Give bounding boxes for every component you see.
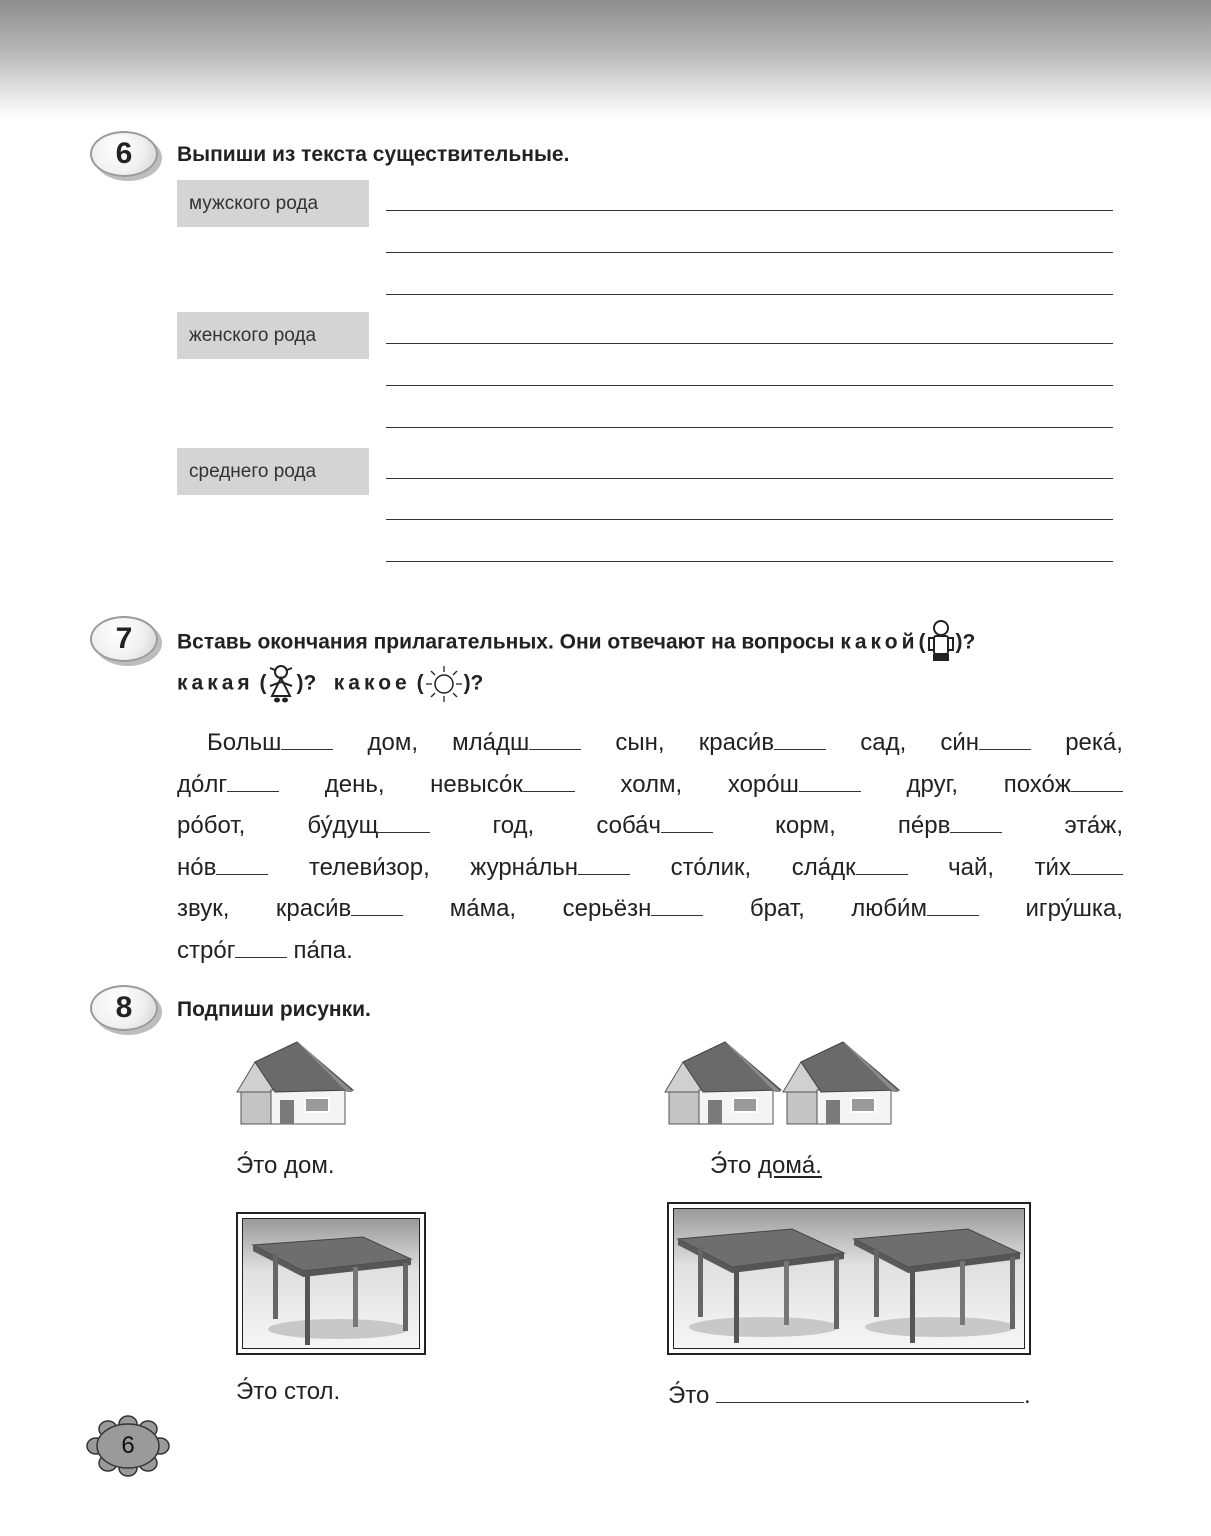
ending-blank[interactable] (529, 729, 581, 750)
answer-blank[interactable] (716, 1378, 1024, 1403)
task-7-paragraph (177, 722, 1123, 971)
house-image (234, 1040, 356, 1126)
question-kakoe: какое (333, 671, 411, 695)
header-band (0, 0, 1211, 118)
sun-icon (424, 664, 464, 704)
ending-blank[interactable] (1071, 854, 1123, 875)
writing-line[interactable] (386, 519, 1113, 520)
task-7-title-line2: какая ( )? какое ( )? (177, 664, 483, 704)
girl-icon (266, 664, 296, 704)
caption-houses: Э́то дома́. (710, 1152, 822, 1179)
ending-blank[interactable] (227, 771, 279, 792)
house-image (780, 1040, 902, 1126)
task-8-number: 8 (90, 985, 158, 1031)
paragraph-line: звук, краси́в ма́ма, серьёзн брат, люби́м игру́шка, (177, 895, 1123, 922)
ending-blank[interactable] (979, 729, 1031, 750)
writing-line[interactable] (386, 478, 1113, 479)
caption-tables: Э́то . (668, 1378, 1031, 1410)
label-masculine: мужского рода (177, 180, 369, 227)
writing-line[interactable] (386, 343, 1113, 344)
task-6-title: Выпиши из текста существительные. (177, 143, 570, 166)
ending-blank[interactable] (378, 812, 430, 833)
writing-line[interactable] (386, 561, 1113, 562)
ending-blank[interactable] (950, 812, 1002, 833)
paragraph-line: но́в телеви́зор, журна́льн сто́лик, сла́дк чай, ти́х (177, 847, 1123, 889)
ending-blank[interactable] (216, 854, 268, 875)
caption-house: Э́то дом. (236, 1152, 335, 1179)
ending-blank[interactable] (856, 854, 908, 875)
ending-blank[interactable] (774, 729, 826, 750)
ending-blank[interactable] (281, 729, 333, 750)
task-6-number: 6 (90, 131, 158, 177)
ending-blank[interactable] (651, 895, 703, 916)
house-image (662, 1040, 784, 1126)
label-feminine: женского рода (177, 312, 369, 359)
writing-line[interactable] (386, 252, 1113, 253)
boy-icon (926, 620, 956, 666)
caption-table: Э́то стол. (236, 1378, 341, 1405)
ending-blank[interactable] (927, 895, 979, 916)
label-neuter: среднего рода (177, 448, 369, 495)
paragraph-line: стро́г па́па. (177, 936, 353, 964)
ending-blank[interactable] (661, 812, 713, 833)
paragraph-line: до́лг день, невысо́к холм, хоро́ш друг, похо́ж (177, 764, 1123, 806)
paragraph-line: ро́бот, бу́дущ год, соба́ч корм, пе́рв эта́ж, (177, 812, 1123, 839)
ending-blank[interactable] (578, 854, 630, 875)
writing-line[interactable] (386, 427, 1113, 428)
writing-line[interactable] (386, 210, 1113, 211)
table-drawing (243, 1219, 419, 1348)
ending-blank[interactable] (351, 895, 403, 916)
tables-image (667, 1202, 1031, 1355)
question-kakoy: какой (840, 630, 919, 654)
paragraph-line: Больш дом, мла́дш сын, краси́в сад, си́н река́, (207, 729, 1123, 756)
page-number-badge (86, 1415, 170, 1477)
tables-drawing (674, 1209, 1024, 1348)
task-7-number: 7 (90, 616, 158, 662)
page-number: 6 (121, 1432, 135, 1459)
writing-line[interactable] (386, 385, 1113, 386)
ending-blank[interactable] (1071, 771, 1123, 792)
task-7-title: Вставь окончания прилагательных. Они отвечают на вопросы (177, 630, 835, 654)
task-8-title: Подпиши рисунки. (177, 998, 371, 1021)
ending-blank[interactable] (523, 771, 575, 792)
table-image (236, 1212, 426, 1355)
ending-blank[interactable] (799, 771, 861, 792)
task-7-title-line1: Вставь окончания прилагательных. Они отвечают на вопросы какой( )? (177, 620, 975, 666)
ending-blank[interactable] (235, 937, 287, 958)
caption-houses-answer: дома́. (758, 1152, 822, 1179)
question-kakaya: какая (177, 671, 254, 695)
writing-line[interactable] (386, 294, 1113, 295)
